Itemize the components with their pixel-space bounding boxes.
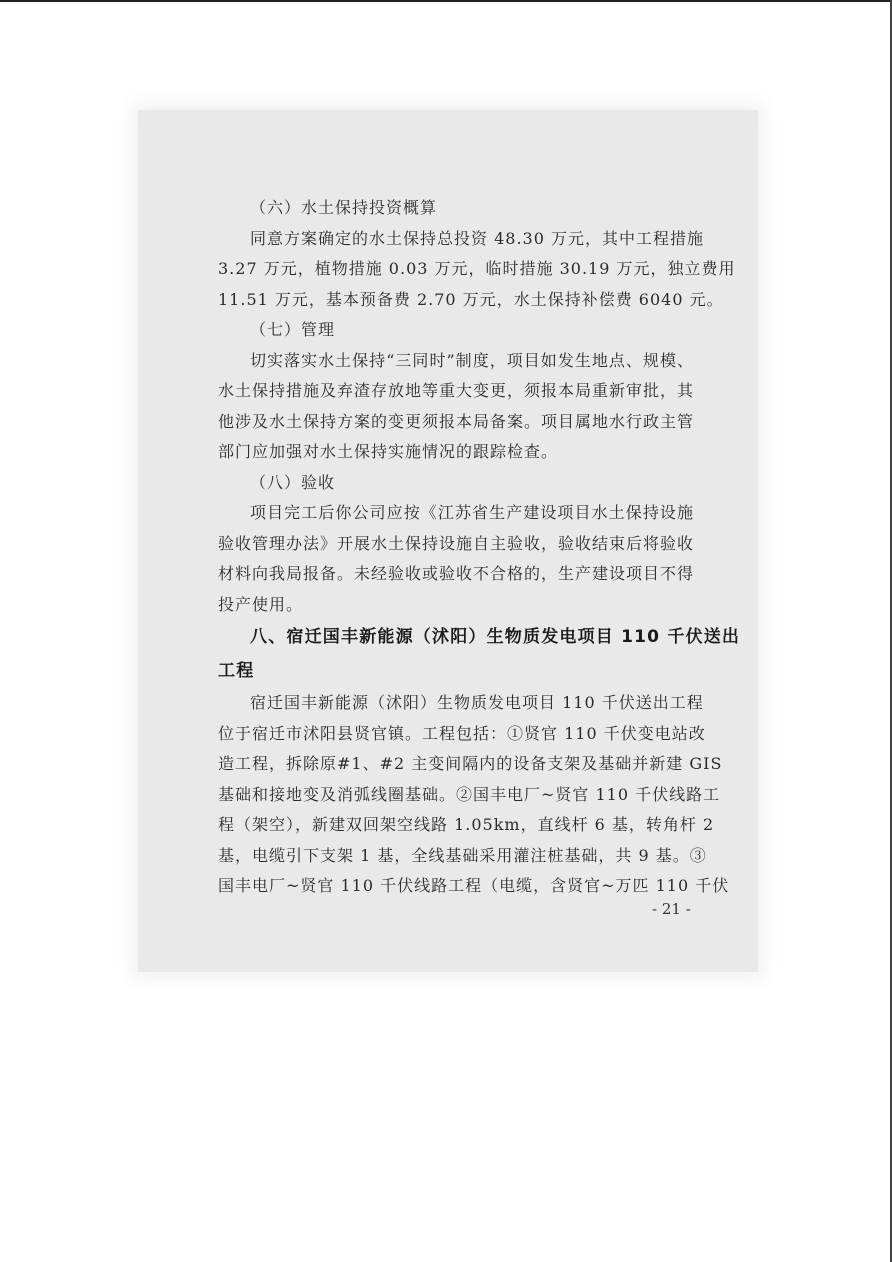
top-border [0,0,892,2]
section8-line-2: 验收管理办法》开展水土保持设施自主验收，验收结束后将验收 [218,533,695,553]
item8-line-5: 程（架空），新建双回架空线路 1.05km，直线杆 6 基，转角杆 2 [218,815,715,834]
section7-line-4: 部门应加强对水土保持实施情况的跟踪检查。 [218,442,559,461]
item8-line-1: 宿迁国丰新能源（沭阳）生物质发电项目 110 千伏送出工程 [250,693,704,712]
section7-line-1: 切实落实水土保持“三同时”制度，项目如发生地点、规模、 [250,350,694,370]
page-number: - 21 - [652,900,691,918]
section8-line-3: 材料向我局报备。未经验收或验收不合格的，生产建设项目不得 [218,564,695,583]
section8-line-1: 项目完工后你公司应按《江苏省生产建设项目水土保持设施 [250,503,694,522]
section8-heading: （八）验收 [250,472,336,492]
item8-heading-line-1: 八、宿迁国丰新能源（沭阳）生物质发电项目 110 千伏送出 [250,627,741,647]
section7-line-3: 他涉及水土保持方案的变更须报本局备案。项目属地水行政主管 [218,411,695,431]
section7-heading: （七）管理 [250,320,336,339]
item8-line-4: 基础和接地变及消弧线圈基础。②国丰电厂~贤官 110 千伏线路工 [218,784,721,804]
section6-line-3: 11.51 万元，基本预备费 2.70 万元，水土保持补偿费 6040 元。 [218,289,724,309]
section6-line-2: 3.27 万元，植物措施 0.03 万元，临时措施 30.19 万元，独立费用 [218,259,736,278]
document-body [218,193,741,902]
item8-line-7: 国丰电厂~贤官 110 千伏线路工程（电缆，含贤官~万匹 110 千伏 [218,876,730,895]
item8-line-2: 位于宿迁市沭阳县贤官镇。工程包括：①贤官 110 千伏变电站改 [218,723,706,743]
section6-line-1: 同意方案确定的水土保持总投资 48.30 万元，其中工程措施 [250,228,704,248]
item8-heading-line-2: 工程 [218,661,255,681]
section8-line-4: 投产使用。 [218,594,304,614]
item8-line-6: 基，电缆引下支架 1 基，全线基础采用灌注桩基础，共 9 基。③ [218,845,707,865]
section7-line-2: 水土保持措施及弃渣存放地等重大变更，须报本局重新审批，其 [218,381,695,400]
item8-line-3: 造工程，拆除原#1、#2 主变间隔内的设备支架及基础并新建 GIS [218,754,723,773]
section6-heading: （六）水土保持投资概算 [250,198,438,217]
